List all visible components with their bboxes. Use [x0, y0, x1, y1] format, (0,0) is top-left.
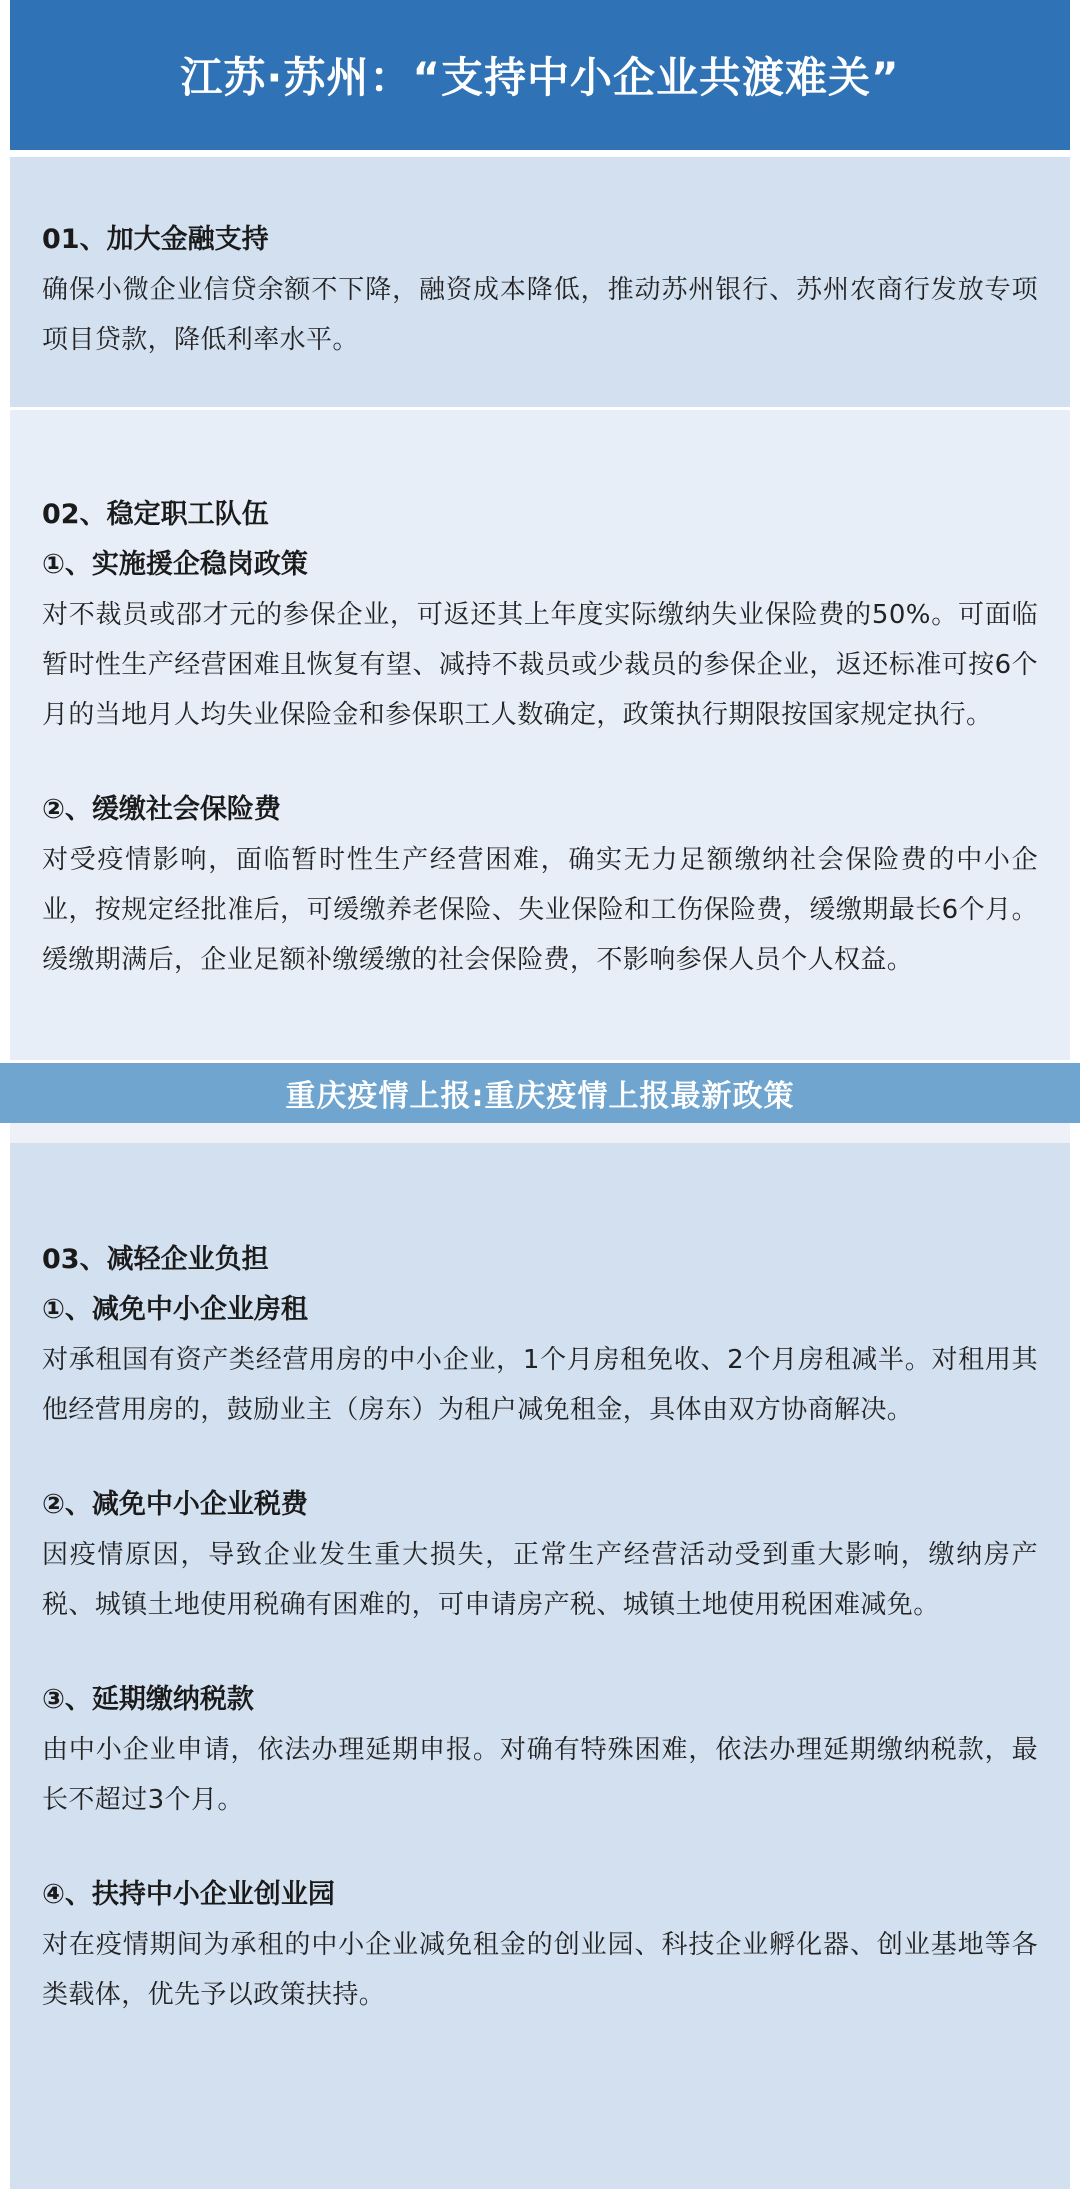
subsection-paragraph: 因疫情原因，导致企业发生重大损失，正常生产经营活动受到重大影响，缴纳房产税、城镇土地使用税确有困难的，可申请房产税、城镇土地使用税困难减免。 [42, 1540, 1038, 1620]
subsection-title: ④、扶持中小企业创业园 [42, 1879, 335, 1910]
section-financial-support [10, 157, 1070, 407]
section-title: 03、减轻企业负担 [42, 1244, 269, 1275]
section-reduce-burden [10, 1143, 1070, 2189]
subsection-title: ②、减免中小企业税费 [42, 1489, 308, 1520]
subsection-paragraph: 对不裁员或邵才元的参保企业，可返还其上年度实际缴纳失业保险费的50%。可面临暂时性生产经营困难且恢复有望、减持不裁员或少裁员的参保企业，返还标准可按6个月的当地月人均失业保险金和参保职工人数确定，政策执行期限按国家规定执行。 [42, 600, 1038, 730]
subsection-title: ③、延期缴纳税款 [42, 1684, 254, 1715]
section-stabilize-workforce [10, 410, 1070, 1060]
subsection-title: ①、实施援企稳岗政策 [42, 549, 308, 580]
spacer [42, 1435, 1038, 1480]
subsection-title: ①、减免中小企业房租 [42, 1294, 308, 1325]
spacer [42, 1630, 1038, 1675]
section-title: 02、稳定职工队伍 [42, 499, 269, 530]
page-title: 江苏·苏州：“支持中小企业共渡难关” [180, 53, 900, 102]
subsection-paragraph: 由中小企业申请，依法办理延期申报。对确有特殊困难，依法办理延期缴纳税款，最长不超过3个月。 [42, 1735, 1038, 1815]
banner-text: 重庆疫情上报:重庆疫情上报最新政策 [285, 1079, 795, 1114]
spacer [42, 1825, 1038, 1870]
section-title: 01、加大金融支持 [42, 224, 269, 255]
subsection-paragraph: 对受疫情影响，面临暂时性生产经营困难，确实无力足额缴纳社会保险费的中小企业，按规定经批准后，可缓缴养老保险、失业保险和工伤保险费，缓缴期最长6个月。缓缴期满后，企业足额补缴缓缴的社会保险费，不影响参保人员个人权益。 [42, 845, 1038, 975]
subsection-title: ②、缓缴社会保险费 [42, 794, 281, 825]
section-paragraph: 确保小微企业信贷余额不下降，融资成本降低，推动苏州银行、苏州农商行发放专项项目贷款，降低利率水平。 [42, 275, 1038, 355]
spacer [42, 740, 1038, 785]
header-bar [10, 0, 1070, 150]
subsection-paragraph: 对在疫情期间为承租的中小企业减免租金的创业园、科技企业孵化器、创业基地等各类载体，优先予以政策扶持。 [42, 1930, 1038, 2010]
subsection-paragraph: 对承租国有资产类经营用房的中小企业，1个月房租免收、2个月房租减半。对租用其他经营用房的，鼓励业主（房东）为租户减免租金，具体由双方协商解决。 [42, 1345, 1038, 1425]
section-separator [10, 1123, 1070, 1143]
overlay-banner [0, 1063, 1080, 1123]
